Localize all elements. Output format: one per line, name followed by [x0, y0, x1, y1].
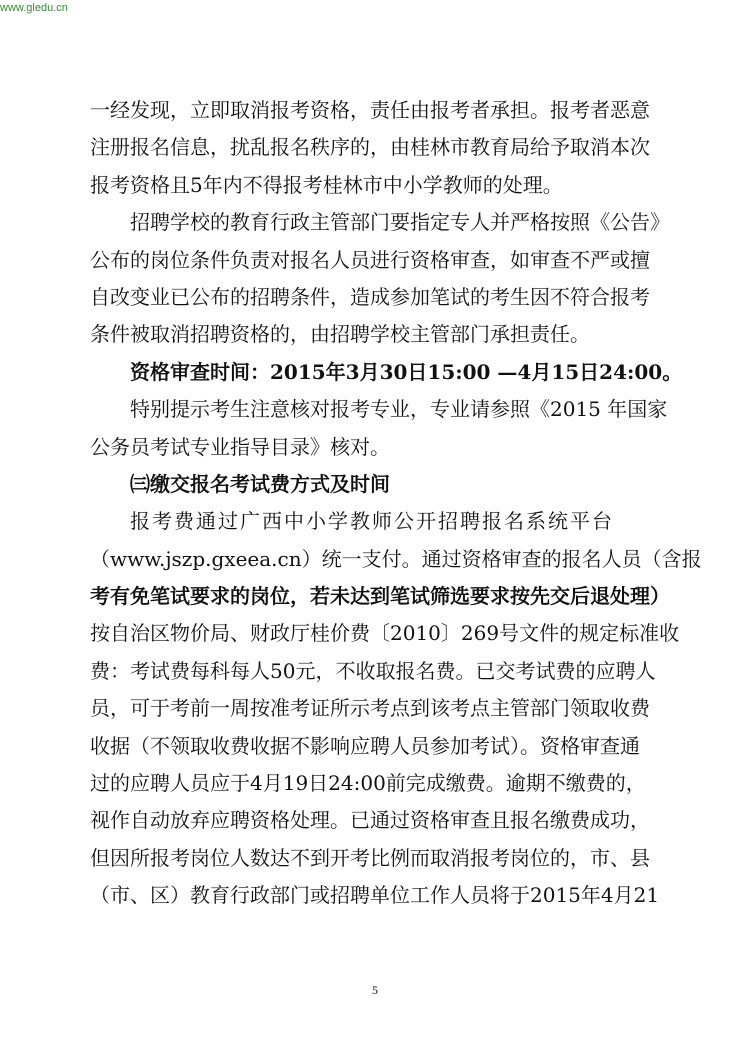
text-line: 公布的岗位条件负责对报名人员进行资格审查，如审查不严或擅 [90, 247, 650, 272]
text-line: 特别提示考生注意核对报考专业，专业请参照《2015 年国家 [130, 397, 668, 422]
section-heading: ㈢缴交报名考试费方式及时间 [130, 471, 390, 496]
document-body [90, 92, 702, 915]
text-line: 一经发现，立即取消报考资格，责任由报考者承担。报考者恶意 [90, 98, 650, 122]
page-number: 5 [372, 983, 378, 997]
text-line: 公务员考试专业指导目录》核对。 [90, 434, 390, 459]
text-line: 视作自动放弃应聘资格处理。已通过资格审查且报名缴费成功， [90, 808, 650, 833]
text-line-bold: 考有免笔试要求的岗位，若未达到笔试筛选要求按先交后退处理） [90, 584, 670, 609]
text-line: 但因所报考岗位人数达不到开考比例而取消报考岗位的，市、县 [90, 845, 650, 870]
text-line: 报考资格且5年内不得报考桂林市中小学教师的处理。 [90, 172, 563, 197]
review-time-line: 资格审查时间：2015年3月30日15:00 —4月15日24:00。 [130, 359, 683, 384]
text-line: （市、区）教育行政部门或招聘单位工作人员将于2015年4月21 [90, 883, 660, 908]
text-line: 费：考试费每科每人50元，不收取报名费。已交考试费的应聘人 [90, 658, 656, 683]
text-line: 条件被取消招聘资格的，由招聘学校主管部门承担责任。 [90, 322, 590, 347]
text-line: 报考费通过广西中小学教师公开招聘报名系统平台 [130, 509, 614, 534]
text-line: 过的应聘人员应于4月19日24:00前完成缴费。逾期不缴费的， [90, 771, 646, 796]
text-line: （www.jszp.gxeea.cn）统一支付。通过资格审查的报名人员（含报 [90, 546, 702, 571]
text-line: 收据（不领取收费收据不影响应聘人员参加考试）。资格审查通 [90, 733, 640, 758]
text-line: 自改变业已公布的招聘条件，造成参加笔试的考生因不符合报考 [90, 284, 650, 309]
text-line: 按自治区物价局、财政厅桂价费〔2010〕269号文件的规定标准收 [90, 621, 680, 646]
text-line: 注册报名信息，扰乱报名秩序的，由桂林市教育局给予取消本次 [90, 135, 650, 160]
site-watermark: www.gledu.cn [0, 2, 68, 14]
text-line: 员，可于考前一周按准考证所示考点到该考点主管部门领取收费 [90, 696, 650, 721]
text-line: 招聘学校的教育行政主管部门要指定专人并严格按照《公告》 [130, 210, 670, 235]
